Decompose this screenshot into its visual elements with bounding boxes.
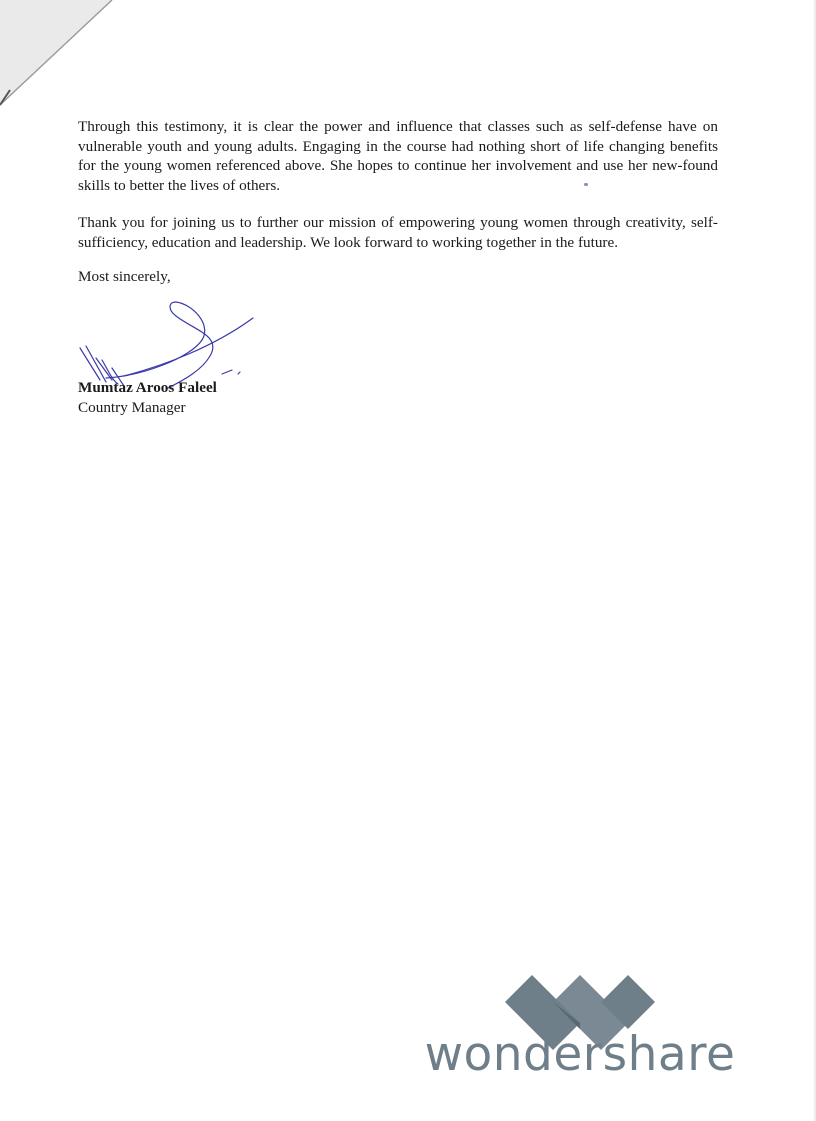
- body-paragraph-2: Thank you for joining us to further our mission of empowering young women through creativity, self-sufficiency, education and leadership. We look forward to working together in the future.: [78, 214, 718, 251]
- signer-title: Country Manager: [78, 398, 186, 416]
- letter-body: [78, 117, 718, 270]
- signer-name: Mumtaz Aroos Faleel: [78, 379, 217, 396]
- closing-salutation: Most sincerely,: [78, 268, 171, 285]
- signer-block: [78, 378, 217, 417]
- wondershare-watermark: [405, 975, 755, 1110]
- ink-speck: [584, 183, 588, 186]
- wondershare-wordmark: wondershare: [424, 1027, 736, 1082]
- body-paragraph-1: Through this testimony, it is clear the power and influence that classes such as self-defense have on vulnerable youth and young adults. Engaging in the course had nothing short of life changing benefits for the young women referenced above. She hopes to continue her involvement and use her new-found skills to better the lives of others.: [78, 118, 718, 194]
- folded-corner: [0, 0, 120, 120]
